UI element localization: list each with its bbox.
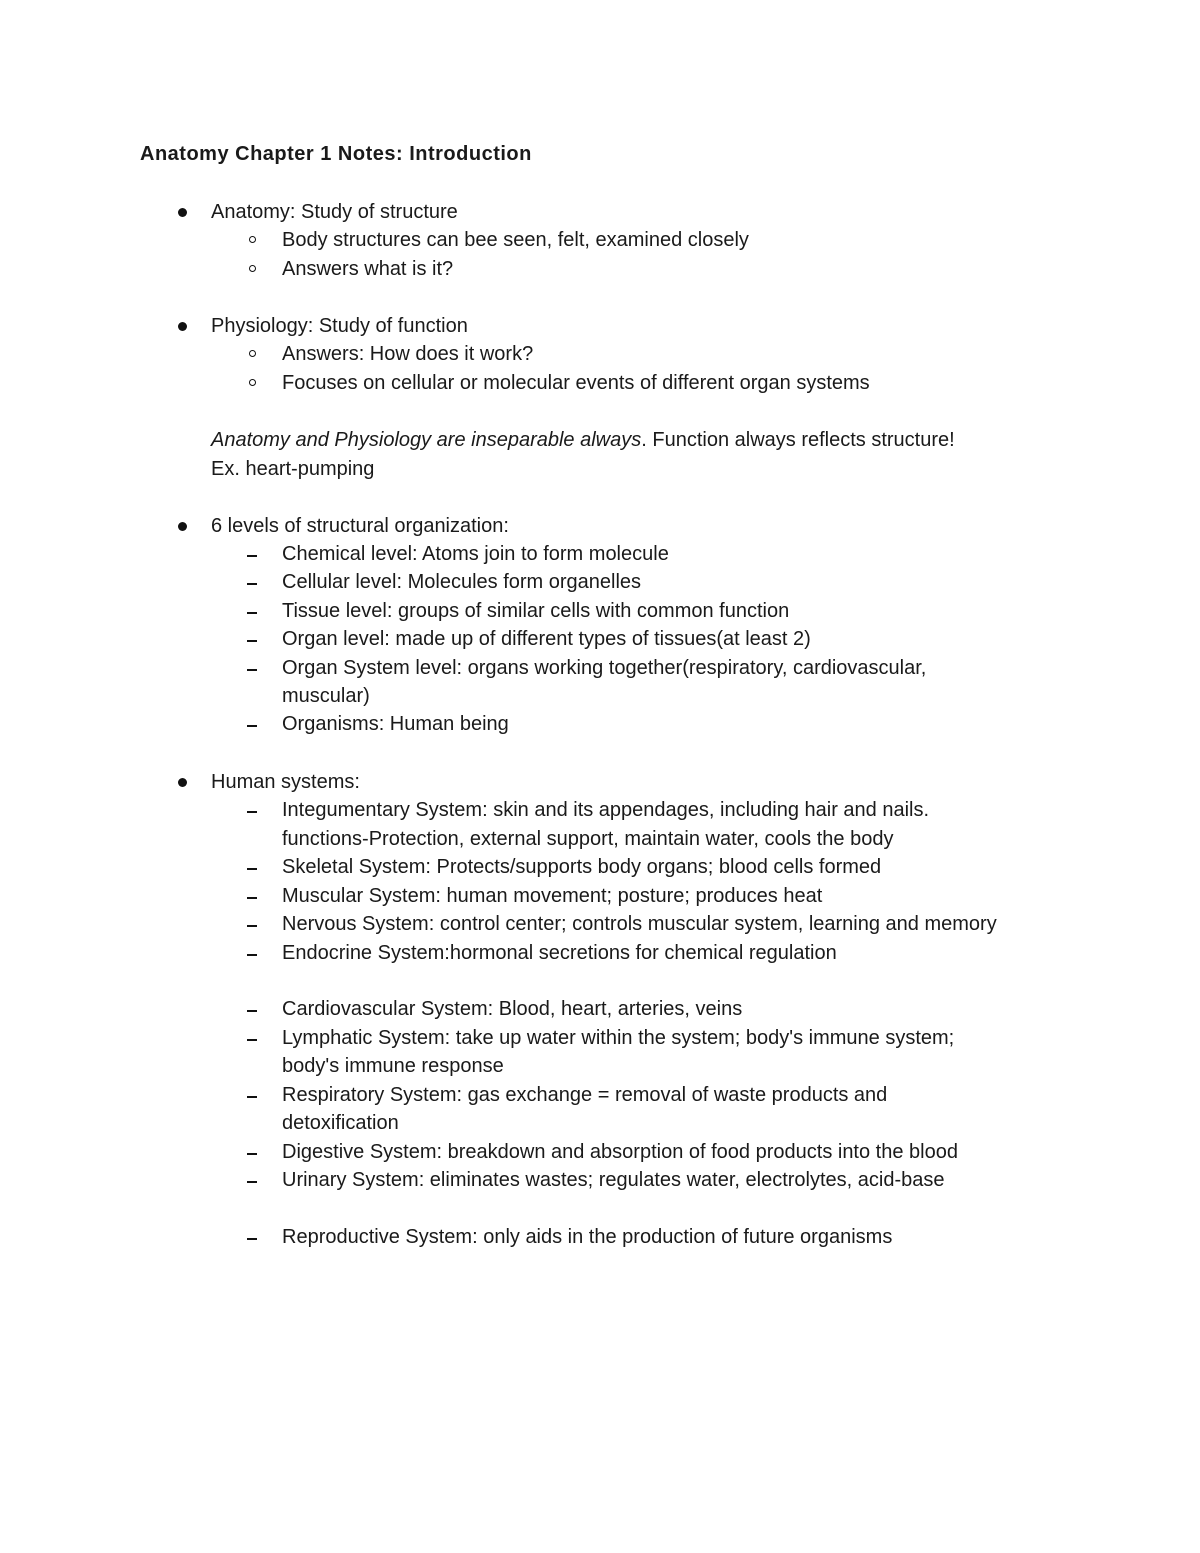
- systems-item-continuation: functions-Protection, external support, maintain water, cools the body: [282, 828, 894, 850]
- levels-item: Tissue level: groups of similar cells with common function: [282, 600, 790, 622]
- levels-item: Organ level: made up of different types of tissues(at least 2): [282, 628, 811, 650]
- bullet-dash-icon: [247, 925, 257, 927]
- bullet-dash-icon: [247, 1181, 257, 1183]
- note-line: [211, 426, 955, 454]
- note-italic: Anatomy and Physiology are inseparable always: [211, 429, 642, 451]
- anatomy-heading: Anatomy: Study of structure: [211, 201, 458, 223]
- note-rest: . Function always reflects structure!: [641, 429, 955, 451]
- bullet-dash-icon: [247, 1153, 257, 1155]
- systems-item: Digestive System: breakdown and absorption of food products into the blood: [282, 1141, 958, 1163]
- bullet-dash-icon: [247, 1039, 257, 1041]
- bullet-dash-icon: [247, 1010, 257, 1012]
- systems-item: Nervous System: control center; controls muscular system, learning and memory: [282, 913, 997, 935]
- bullet-dash-icon: [247, 725, 257, 727]
- systems-item: Skeletal System: Protects/supports body organs; blood cells formed: [282, 856, 882, 878]
- systems-item: Lymphatic System: take up water within the system; body's immune system;: [282, 1027, 955, 1049]
- systems-item: Urinary System: eliminates wastes; regulates water, electrolytes, acid-base: [282, 1169, 945, 1191]
- bullet-circle-icon: [249, 379, 256, 386]
- systems-item: Cardiovascular System: Blood, heart, arteries, veins: [282, 998, 743, 1020]
- systems-item-continuation: detoxification: [282, 1112, 399, 1134]
- systems-item: Muscular System: human movement; posture; produces heat: [282, 885, 823, 907]
- note-example: Ex. heart-pumping: [211, 458, 375, 480]
- systems-item: Reproductive System: only aids in the production of future organisms: [282, 1226, 893, 1248]
- bullet-dash-icon: [247, 868, 257, 870]
- document-title: Anatomy Chapter 1 Notes: Introduction: [140, 143, 532, 165]
- bullet-circle-icon: [249, 265, 256, 272]
- bullet-disc-icon: [178, 778, 187, 787]
- bullet-disc-icon: [178, 322, 187, 331]
- anatomy-item: Body structures can bee seen, felt, examined closely: [282, 229, 749, 251]
- bullet-dash-icon: [247, 897, 257, 899]
- bullet-dash-icon: [247, 1096, 257, 1098]
- bullet-disc-icon: [178, 208, 187, 217]
- bullet-disc-icon: [178, 522, 187, 531]
- levels-heading: 6 levels of structural organization:: [211, 515, 509, 537]
- levels-item: Cellular level: Molecules form organelles: [282, 571, 642, 593]
- bullet-dash-icon: [247, 811, 257, 813]
- systems-item: Endocrine System:hormonal secretions for chemical regulation: [282, 942, 837, 964]
- physiology-heading: Physiology: Study of function: [211, 315, 468, 337]
- bullet-dash-icon: [247, 669, 257, 671]
- bullet-dash-icon: [247, 954, 257, 956]
- levels-item-continuation: muscular): [282, 685, 370, 707]
- bullet-dash-icon: [247, 583, 257, 585]
- bullet-dash-icon: [247, 640, 257, 642]
- bullet-circle-icon: [249, 236, 256, 243]
- anatomy-item: Answers what is it?: [282, 258, 454, 280]
- physiology-item: Answers: How does it work?: [282, 343, 534, 365]
- bullet-circle-icon: [249, 350, 256, 357]
- bullet-dash-icon: [247, 1238, 257, 1240]
- physiology-item: Focuses on cellular or molecular events of different organ systems: [282, 372, 870, 394]
- systems-item: Respiratory System: gas exchange = removal of waste products and: [282, 1084, 888, 1106]
- systems-item: Integumentary System: skin and its appendages, including hair and nails.: [282, 799, 930, 821]
- bullet-dash-icon: [247, 612, 257, 614]
- systems-heading: Human systems:: [211, 771, 360, 793]
- levels-item: Chemical level: Atoms join to form molecule: [282, 543, 669, 565]
- levels-item: Organ System level: organs working together(respiratory, cardiovascular,: [282, 657, 927, 679]
- bullet-dash-icon: [247, 555, 257, 557]
- systems-item-continuation: body's immune response: [282, 1055, 504, 1077]
- levels-item: Organisms: Human being: [282, 713, 509, 735]
